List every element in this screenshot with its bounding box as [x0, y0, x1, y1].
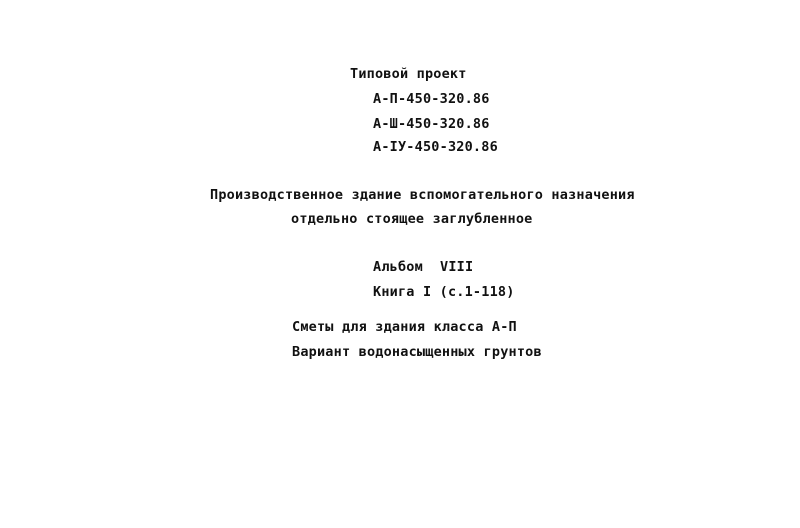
- contents-line-2: Вариант водонасыщенных грунтов: [292, 344, 542, 360]
- album-label: Альбом: [373, 259, 423, 275]
- project-label: Типовой проект: [350, 66, 467, 82]
- project-code-2: А-Ш-450-320.86: [373, 116, 490, 132]
- book-info: Книга I (с.1-118): [373, 284, 515, 300]
- building-description-line-2: отдельно стоящее заглубленное: [291, 211, 533, 227]
- project-code-3: А-IУ-450-320.86: [373, 139, 498, 155]
- contents-line-1: Сметы для здания класса А-П: [292, 319, 517, 335]
- album-number: VIII: [440, 259, 474, 275]
- building-description-line-1: Производственное здание вспомогательного назначения: [210, 187, 635, 203]
- project-code-1: А-П-450-320.86: [373, 91, 490, 107]
